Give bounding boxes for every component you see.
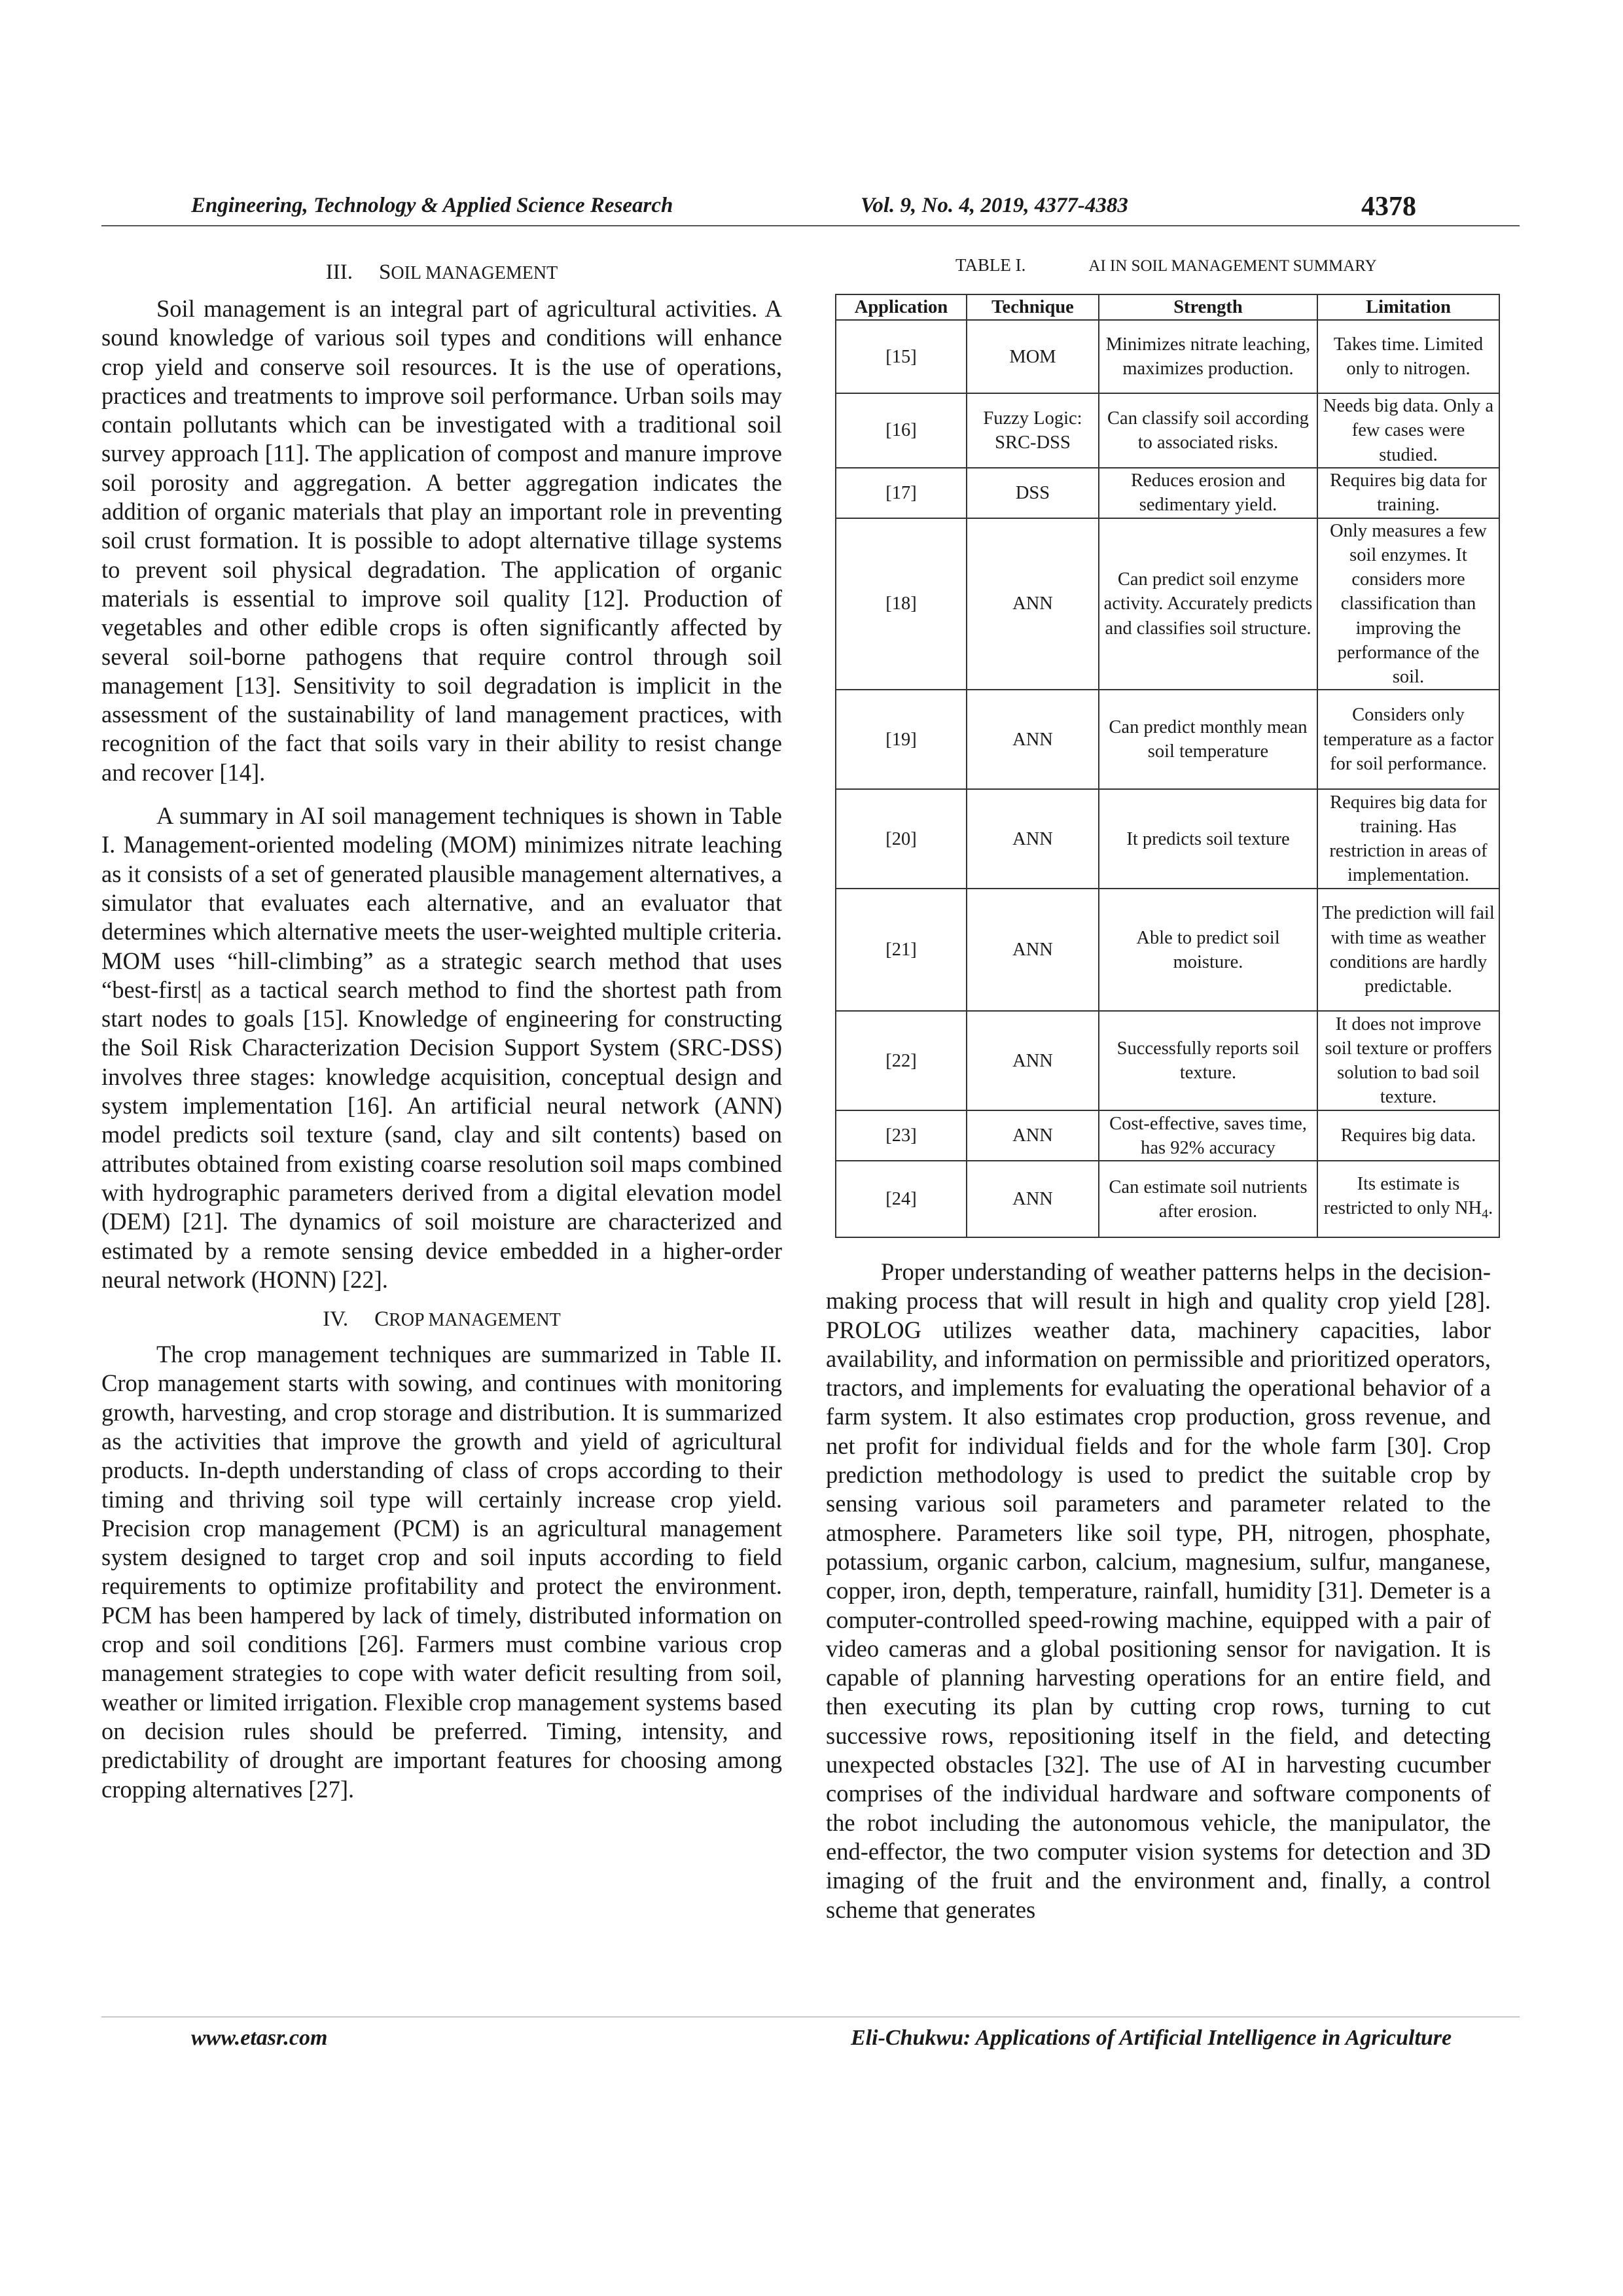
table-cell: Minimizes nitrate leaching, maximizes production.: [1099, 320, 1317, 393]
table-row: [836, 393, 1499, 468]
table-cell: [23]: [836, 1110, 967, 1161]
limitation-text: Its estimate is restricted to only NH: [1323, 1173, 1482, 1218]
section-number: III.: [325, 260, 353, 284]
table-cell: Considers only temperature as a factor for soil performance.: [1317, 690, 1499, 789]
paragraph: A summary in AI soil management techniques is shown in Table I. Management-oriented modeling (MOM) minimizes nitrate leaching as it consists of a set of generated plausible management alternatives, a simulator that evaluates each alternative, and an evaluator that determines which alternative meets the user-weighted multiple criteria. MOM uses “hill-climbing” as a strategic search method that uses “best-first| as a tactical search method to find the shortest path from start nodes to goals [15]. Knowledge of engineering for constructing the Soil Risk Characterization Decision Support System (SRC-DSS) involves three stages: knowledge acquisition, conceptual design and system implementation [16]. An artificial neural network (ANN) model predicts soil texture (sand, clay and silt contents) based on attributes obtained from existing coarse resolution soil maps combined with hydrographic parameters derived from a digital elevation model (DEM) [21]. The dynamics of soil moisture are characterized and estimated by a remote sensing device embedded in a higher-order neural network (HONN) [22].: [101, 802, 782, 1293]
section-title: OIL MANAGEMENT: [391, 263, 558, 283]
table-cell: [19]: [836, 690, 967, 789]
table-cell: Only measures a few soil enzymes. It considers more classification than improving the performance of the soil.: [1317, 518, 1499, 690]
table-cell: [20]: [836, 789, 967, 889]
table-cell: [16]: [836, 393, 967, 468]
table-cell: ANN: [967, 518, 1099, 690]
column-header: Strength: [1099, 294, 1317, 320]
table-row: [836, 1161, 1499, 1237]
subscript: 4: [1482, 1207, 1489, 1222]
table-header-row: [836, 294, 1499, 320]
table-caption: [955, 255, 1377, 275]
table-cell: ANN: [967, 1161, 1099, 1237]
section-title: ROP MANAGEMENT: [389, 1310, 561, 1331]
punctuation: .: [1488, 1197, 1493, 1218]
paragraph: Soil management is an integral part of agricultural activities. A sound knowledge of various soil types and conditions will enhance crop yield and conserve soil resources. It is the use of operations, practices and treatments to improve soil performance. Urban soils may contain pollutants which can be investigated with a traditional soil survey approach [11]. The application of compost and manure improve soil porosity and aggregation. A better aggregation indicates the addition of organic materials that play an important role in preventing soil crust formation. It is possible to adopt alternative tillage systems to prevent soil physical degradation. The application of organic materials is essential to improve soil quality [12]. Production of vegetables and other edible crops is often significantly affected by several soil-borne pathogens that require control through soil management [13]. Sensitivity to soil degradation is implicit in the assessment of the sustainability of land management practices, with recognition of the fact that soils vary in their ability to resist change and recover [14].: [101, 295, 782, 786]
column-header: Technique: [967, 294, 1099, 320]
table-cell: Needs big data. Only a few cases were studied.: [1317, 393, 1499, 468]
section-number: IV.: [323, 1307, 349, 1332]
header-rule: [101, 225, 1520, 226]
table-cell: [24]: [836, 1161, 967, 1237]
table-cell: Requires big data for training.: [1317, 468, 1499, 518]
section-title-initial: C: [374, 1307, 389, 1332]
table-cell: [18]: [836, 518, 967, 690]
table-cell: It predicts soil texture: [1099, 789, 1317, 889]
table-row: [836, 518, 1499, 690]
table-cell: [17]: [836, 468, 967, 518]
footer-citation: Eli-Chukwu: Applications of Artificial Intelligence in Agriculture: [851, 2026, 1452, 2050]
section-heading-soil-management: [101, 258, 782, 288]
table-row: [836, 1011, 1499, 1110]
table-cell: ANN: [967, 1110, 1099, 1161]
table-cell: Able to predict soil moisture.: [1099, 889, 1317, 1011]
table-cell: Takes time. Limited only to nitrogen.: [1317, 320, 1499, 393]
table-cell: Can predict soil enzyme activity. Accurately predicts and classifies soil structure.: [1099, 518, 1317, 690]
footer-website: www.etasr.com: [191, 2026, 328, 2050]
table-cell: Requires big data.: [1317, 1110, 1499, 1161]
table-cell: [15]: [836, 320, 967, 393]
table-cell: Can estimate soil nutrients after erosion.: [1099, 1161, 1317, 1237]
table-row: [836, 789, 1499, 889]
table-cell: ANN: [967, 690, 1099, 789]
left-column: [101, 258, 782, 1804]
volume-info: Vol. 9, No. 4, 2019, 4377-4383: [861, 194, 1128, 217]
journal-title: Engineering, Technology & Applied Science Research: [191, 194, 673, 217]
table-cell: Can predict monthly mean soil temperature: [1099, 690, 1317, 789]
table-cell: Requires big data for training. Has restriction in areas of implementation.: [1317, 789, 1499, 889]
table-cell: Fuzzy Logic: SRC-DSS: [967, 393, 1099, 468]
table-row: [836, 320, 1499, 393]
section-title-initial: S: [379, 260, 391, 284]
table-cell: The prediction will fail with time as weather conditions are hardly predictable.: [1317, 889, 1499, 1011]
page-number: 4378: [1361, 192, 1416, 222]
table-cell: Successfully reports soil texture.: [1099, 1011, 1317, 1110]
section-heading-crop-management: [101, 1305, 782, 1335]
right-column: [826, 1258, 1491, 1924]
table-row: [836, 468, 1499, 518]
paragraph: Proper understanding of weather patterns helps in the decision-making process that will result in high and quality crop yield [28]. PROLOG utilizes weather data, machinery capacities, labor availability, and information on permissible and prioritized operators, tractors, and implements for evaluating the operational behavior of a farm system. It also estimates crop production, gross revenue, and net profit for individual fields and for the whole farm [30]. Crop prediction methodology is used to predict the suitable crop by sensing various soil parameters and parameter related to the atmosphere. Parameters like soil type, PH, nitrogen, phosphate, potassium, organic carbon, calcium, magnesium, sulfur, manganese, copper, iron, depth, temperature, rainfall, humidity [31]. Demeter is a computer-controlled speed-rowing machine, equipped with a pair of video cameras and a global positioning sensor for navigation. It is capable of planning harvesting operations for an entire field, and then executing its plan by cutting crop rows, turning to cut successive rows, repositioning itself in the field, and detecting unexpected obstacles [32]. The use of AI in harvesting cucumber comprises of the individual hardware and software components of the robot including the autonomous vehicle, the manipulator, the end-effector, the two computer vision systems for detection and 3D imaging of the fruit and the environment and, finally, a control scheme that generates: [826, 1258, 1491, 1923]
column-header: Application: [836, 294, 967, 320]
table-title: AI IN SOIL MANAGEMENT SUMMARY: [1088, 257, 1377, 275]
column-header: Limitation: [1317, 294, 1499, 320]
table-label: TABLE I.: [955, 255, 1026, 275]
table-cell: ANN: [967, 1011, 1099, 1110]
table-row: [836, 690, 1499, 789]
table-cell: ANN: [967, 789, 1099, 889]
table-cell: Reduces erosion and sedimentary yield.: [1099, 468, 1317, 518]
table-row: [836, 1110, 1499, 1161]
table-cell: It does not improve soil texture or proffers solution to bad soil texture.: [1317, 1011, 1499, 1110]
table-cell: DSS: [967, 468, 1099, 518]
table-cell: [21]: [836, 889, 967, 1011]
table-cell: Can classify soil according to associated risks.: [1099, 393, 1317, 468]
table-cell: ANN: [967, 889, 1099, 1011]
soil-management-table: [835, 294, 1500, 1238]
table-cell: Cost-effective, saves time, has 92% accuracy: [1099, 1110, 1317, 1161]
table-cell: [22]: [836, 1011, 967, 1110]
table-cell: [1317, 1161, 1499, 1237]
table-cell: MOM: [967, 320, 1099, 393]
paragraph: The crop management techniques are summarized in Table II. Crop management starts with sowing, and continues with monitoring growth, harvesting, and crop storage and distribution. It is summarized as the activities that improve the growth and yield of agricultural products. In-depth understanding of class of crops according to their timing and thriving soil type will certainly increase crop yield. Precision crop management (PCM) is an agricultural management system designed to target crop and soil inputs according to field requirements to optimize profitability and protect the environment. PCM has been hampered by lack of timely, distributed information on crop and soil conditions [26]. Farmers must combine various crop management strategies to cope with water deficit resulting from soil, weather or limited irrigation. Flexible crop management systems based on decision rules should be preferred. Timing, intensity, and predictability of drought are important features for choosing among cropping alternatives [27].: [101, 1341, 782, 1803]
table-row: [836, 889, 1499, 1011]
